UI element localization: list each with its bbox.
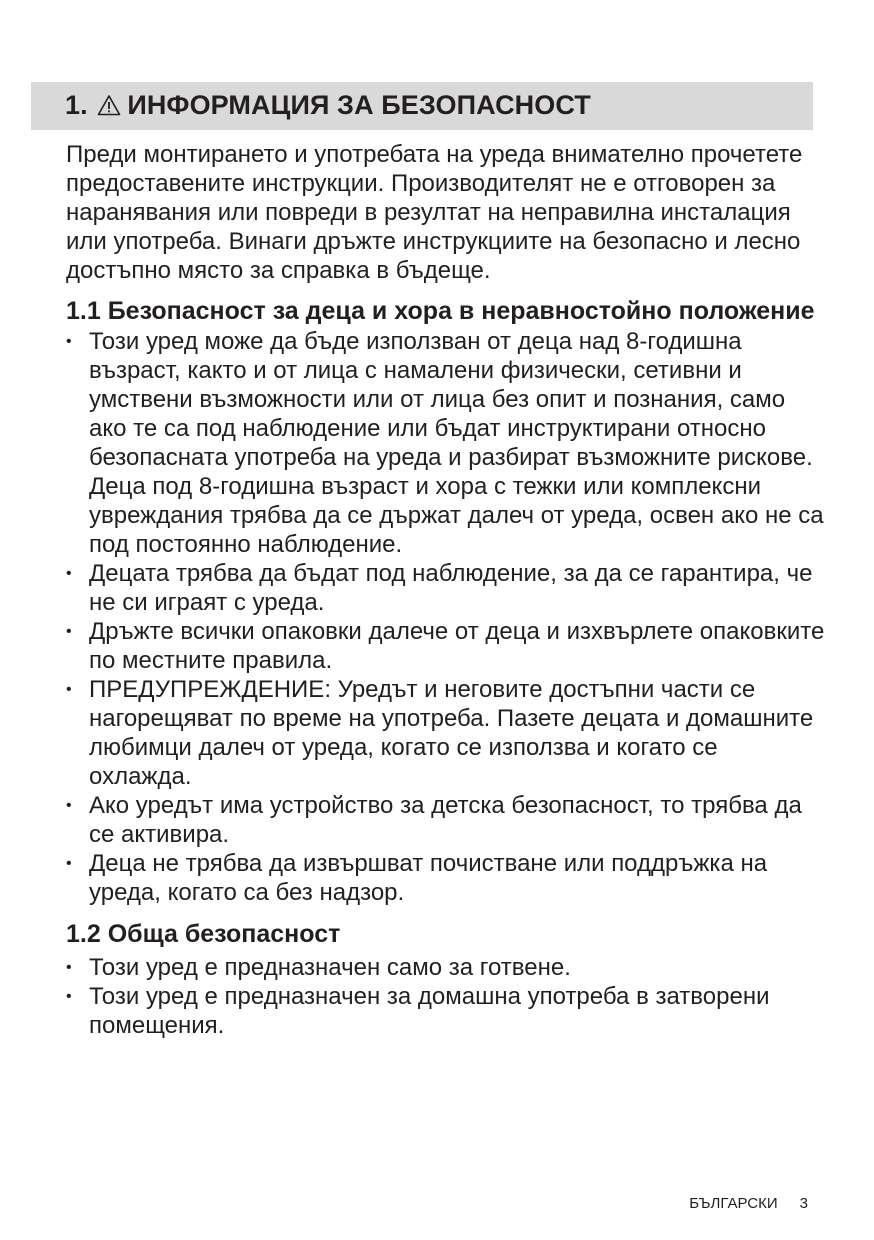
bullet-icon: • <box>66 797 72 814</box>
bullet-icon: • <box>66 681 72 698</box>
bullet-icon: • <box>66 988 72 1005</box>
document-body <box>66 140 826 1040</box>
warning-triangle-icon <box>97 83 121 131</box>
bullet-icon: • <box>66 855 72 872</box>
bullet-list-1-1 <box>66 327 826 907</box>
subsection-heading-1-2: 1.2 Обща безопасност <box>66 920 341 948</box>
intro-paragraph: Преди монтирането и употребата на уреда внимателно прочетете предоставените инструкции. Производителят не е отговорен за наранявания или повреди в резултат на неправилна инсталация или употреба. Винаги дръжте инструкциите на безопасно и лесно достъпно място за справка в бъдеще. <box>66 141 803 284</box>
list-item-text: Този уред е предназначен само за готвене. <box>89 954 571 981</box>
list-item-text: Ако уредът има устройство за детска безопасност, то трябва да се активира. <box>89 792 802 848</box>
list-item-text: Този уред е предназначен за домашна употреба в затворени помещения. <box>89 983 770 1039</box>
list-item-text: Този уред може да бъде използван от деца над 8-годишна възраст, както и от лица с намалени физически, сетивни и умствени възможности или от лица без опит и познания, само ако те са под наблюдение или бъдат инструктирани относно безопасната употреба на уреда и разбират възможните рискове. Деца под 8-годишна възраст и хора с тежки или комплексни увреждания трябва да се държат далеч от уреда, освен ако не са под постоянно наблюдение. <box>89 328 824 558</box>
list-item-text: Децата трябва да бъдат под наблюдение, за да се гарантира, че не си играят с уреда. <box>89 560 813 616</box>
bullet-icon: • <box>66 565 72 582</box>
bullet-list-1-2 <box>66 953 826 1040</box>
bullet-icon: • <box>66 333 72 350</box>
list-item <box>66 982 826 1040</box>
section-title <box>65 81 591 131</box>
list-item <box>66 953 826 982</box>
bullet-icon: • <box>66 959 72 976</box>
list-item <box>66 559 826 617</box>
bullet-icon: • <box>66 623 72 640</box>
list-item-text: Деца не трябва да извършват почистване или поддръжка на уреда, когато са без надзор. <box>89 850 768 906</box>
list-item-text: Дръжте всички опаковки далече от деца и изхвърлете опаковките по местните правила. <box>89 618 825 674</box>
list-item-text: ПРЕДУПРЕЖДЕНИЕ: Уредът и неговите достъпни части се нагорещяват по време на употреба. Пазете децата и домашните любимци далеч от уреда, когато се използва и когато се охлажда. <box>89 676 814 790</box>
footer-language: БЪЛГАРСКИ <box>689 1195 778 1212</box>
section-header-bar <box>31 82 813 130</box>
subsection-heading-1-1: 1.1 Безопасност за деца и хора в неравностойно положение <box>66 297 815 325</box>
section-number: 1. <box>65 90 88 120</box>
section-title-text: ИНФОРМАЦИЯ ЗА БЕЗОПАСНОСТ <box>127 90 591 120</box>
list-item <box>66 327 826 559</box>
list-item <box>66 791 826 849</box>
page-number: 3 <box>799 1195 808 1212</box>
list-item <box>66 617 826 675</box>
page-footer <box>689 1192 808 1216</box>
list-item <box>66 675 826 791</box>
list-item <box>66 849 826 907</box>
